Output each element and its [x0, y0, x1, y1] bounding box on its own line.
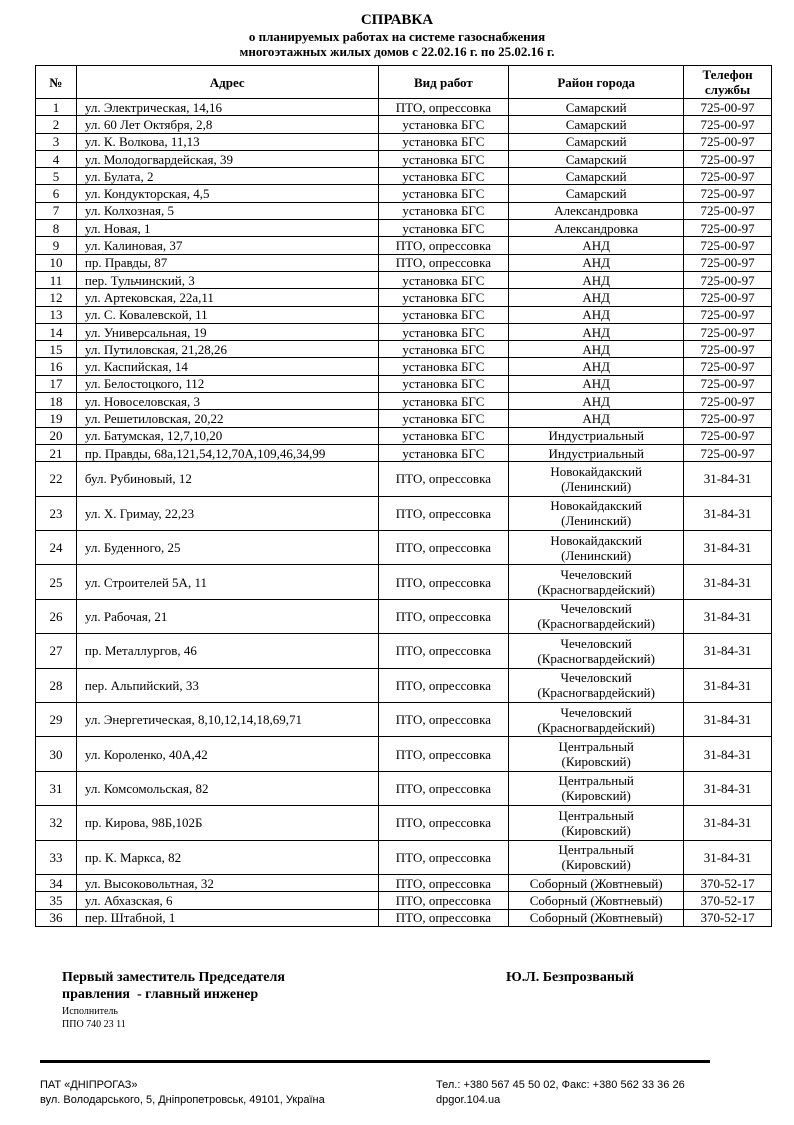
- row-address: ул. К. Волкова, 11,13: [76, 133, 378, 150]
- row-number: 29: [36, 702, 77, 736]
- row-work-type: ПТО, опрессовка: [378, 531, 509, 565]
- row-address: ул. Новая, 1: [76, 220, 378, 237]
- row-number: 22: [36, 462, 77, 496]
- row-work-type: установка БГС: [378, 323, 509, 340]
- row-phone: 725-00-97: [684, 427, 772, 444]
- row-address: ул. Решетиловская, 20,22: [76, 410, 378, 427]
- footer-phones: Тел.: +380 567 45 50 02, Факс: +380 562 33 36 26: [436, 1079, 685, 1091]
- row-number: 17: [36, 375, 77, 392]
- row-work-type: установка БГС: [378, 116, 509, 133]
- row-district: Самарский: [509, 133, 684, 150]
- row-number: 5: [36, 168, 77, 185]
- row-district: Александровка: [509, 220, 684, 237]
- row-district: Самарский: [509, 116, 684, 133]
- table-row: [36, 185, 772, 202]
- table-row: [36, 444, 772, 461]
- row-phone: 725-00-97: [684, 393, 772, 410]
- row-district: АНД: [509, 323, 684, 340]
- row-work-type: установка БГС: [378, 341, 509, 358]
- row-address: ул. 60 Лет Октября, 2,8: [76, 116, 378, 133]
- header-number: №: [36, 66, 77, 99]
- row-number: 31: [36, 771, 77, 805]
- row-work-type: ПТО, опрессовка: [378, 237, 509, 254]
- row-district: Индустриальный: [509, 427, 684, 444]
- row-address: ул. Белостоцкого, 112: [76, 375, 378, 392]
- row-work-type: установка БГС: [378, 220, 509, 237]
- header-work-type: Вид работ: [378, 66, 509, 99]
- row-district: АНД: [509, 358, 684, 375]
- row-district: Соборный (Жовтневый): [509, 909, 684, 926]
- row-phone: 725-00-97: [684, 375, 772, 392]
- row-phone: 725-00-97: [684, 289, 772, 306]
- row-address: пр. Правды, 87: [76, 254, 378, 271]
- signer-position-line2: правления - главный инженер: [62, 987, 259, 1002]
- row-phone: 725-00-97: [684, 306, 772, 323]
- table-row: [36, 323, 772, 340]
- row-phone: 725-00-97: [684, 341, 772, 358]
- row-district: АНД: [509, 289, 684, 306]
- row-phone: 31-84-31: [684, 771, 772, 805]
- row-district: Новокайдакский (Ленинский): [509, 531, 684, 565]
- row-phone: 370-52-17: [684, 892, 772, 909]
- row-address: ул. Короленко, 40А,42: [76, 737, 378, 771]
- row-work-type: установка БГС: [378, 410, 509, 427]
- row-number: 15: [36, 341, 77, 358]
- table-row: [36, 254, 772, 271]
- row-phone: 725-00-97: [684, 220, 772, 237]
- row-work-type: установка БГС: [378, 444, 509, 461]
- row-number: 18: [36, 393, 77, 410]
- row-phone: 370-52-17: [684, 874, 772, 891]
- row-phone: 725-00-97: [684, 410, 772, 427]
- row-work-type: ПТО, опрессовка: [378, 702, 509, 736]
- row-address: ул. С. Ковалевской, 11: [76, 306, 378, 323]
- signer-name: Ю.Л. Безпрозваный: [506, 970, 634, 985]
- row-number: 32: [36, 806, 77, 840]
- row-district: АНД: [509, 254, 684, 271]
- row-phone: 725-00-97: [684, 185, 772, 202]
- row-work-type: установка БГС: [378, 427, 509, 444]
- table-row: [36, 202, 772, 219]
- row-number: 7: [36, 202, 77, 219]
- row-phone: 31-84-31: [684, 668, 772, 702]
- header-district: Район города: [509, 66, 684, 99]
- row-number: 20: [36, 427, 77, 444]
- row-district: Самарский: [509, 168, 684, 185]
- row-number: 2: [36, 116, 77, 133]
- row-number: 14: [36, 323, 77, 340]
- row-number: 9: [36, 237, 77, 254]
- row-work-type: ПТО, опрессовка: [378, 892, 509, 909]
- header-phone: Телефон службы: [684, 66, 772, 99]
- table-row: [36, 410, 772, 427]
- row-number: 27: [36, 634, 77, 668]
- table-row: [36, 271, 772, 288]
- row-work-type: ПТО, опрессовка: [378, 254, 509, 271]
- executor-block: [62, 1005, 126, 1031]
- row-phone: 31-84-31: [684, 462, 772, 496]
- row-work-type: ПТО, опрессовка: [378, 496, 509, 530]
- table-row: [36, 806, 772, 840]
- row-address: ул. Колхозная, 5: [76, 202, 378, 219]
- row-address: пер. Тульчинский, 3: [76, 271, 378, 288]
- row-number: 34: [36, 874, 77, 891]
- table-row: [36, 375, 772, 392]
- title-subheading: о планируемых работах на системе газоснабжения: [248, 29, 546, 44]
- row-phone: 31-84-31: [684, 737, 772, 771]
- row-number: 24: [36, 531, 77, 565]
- footer-website[interactable]: dpgor.104.ua: [436, 1094, 501, 1106]
- row-phone: 725-00-97: [684, 168, 772, 185]
- row-phone: 725-00-97: [684, 358, 772, 375]
- table-row: [36, 771, 772, 805]
- row-address: пр. Металлургов, 46: [76, 634, 378, 668]
- row-work-type: ПТО, опрессовка: [378, 599, 509, 633]
- row-work-type: ПТО, опрессовка: [378, 840, 509, 874]
- row-district: АНД: [509, 306, 684, 323]
- table-row: [36, 737, 772, 771]
- row-work-type: ПТО, опрессовка: [378, 806, 509, 840]
- row-address: ул. Универсальная, 19: [76, 323, 378, 340]
- row-district: Индустриальный: [509, 444, 684, 461]
- row-phone: 31-84-31: [684, 634, 772, 668]
- row-district: Чечеловский (Красногвардейский): [509, 668, 684, 702]
- row-address: пр. Правды, 68а,121,54,12,70А,109,46,34,99: [76, 444, 378, 461]
- row-address: ул. Молодогвардейская, 39: [76, 150, 378, 167]
- row-number: 36: [36, 909, 77, 926]
- row-district: Центральный (Кировский): [509, 771, 684, 805]
- row-number: 10: [36, 254, 77, 271]
- row-address: ул. Электрическая, 14,16: [76, 99, 378, 116]
- row-work-type: ПТО, опрессовка: [378, 771, 509, 805]
- row-address: ул. Абхазская, 6: [76, 892, 378, 909]
- row-address: ул. Артековская, 22а,11: [76, 289, 378, 306]
- row-phone: 725-00-97: [684, 323, 772, 340]
- row-phone: 31-84-31: [684, 806, 772, 840]
- row-number: 6: [36, 185, 77, 202]
- row-number: 8: [36, 220, 77, 237]
- table-row: [36, 289, 772, 306]
- footer-company-block: [40, 1078, 325, 1108]
- row-address: ул. Высоковольтная, 32: [76, 874, 378, 891]
- row-phone: 31-84-31: [684, 496, 772, 530]
- row-district: Центральный (Кировский): [509, 840, 684, 874]
- row-phone: 725-00-97: [684, 99, 772, 116]
- table-row: [36, 599, 772, 633]
- table-row: [36, 99, 772, 116]
- row-work-type: установка БГС: [378, 289, 509, 306]
- row-district: АНД: [509, 393, 684, 410]
- row-phone: 31-84-31: [684, 599, 772, 633]
- row-phone: 725-00-97: [684, 271, 772, 288]
- title-period: многоэтажных жилых домов с 22.02.16 г. по 25.02.16 г.: [239, 44, 555, 59]
- row-number: 19: [36, 410, 77, 427]
- table-row: [36, 358, 772, 375]
- row-address: ул. Калиновая, 37: [76, 237, 378, 254]
- row-phone: 725-00-97: [684, 237, 772, 254]
- footer-address: вул. Володарського, 5, Дніпропетровськ, 49101, Україна: [40, 1094, 325, 1106]
- row-district: АНД: [509, 271, 684, 288]
- row-number: 26: [36, 599, 77, 633]
- table-row: [36, 306, 772, 323]
- row-work-type: ПТО, опрессовка: [378, 462, 509, 496]
- title-heading: СПРАВКА: [360, 12, 434, 28]
- row-work-type: ПТО, опрессовка: [378, 565, 509, 599]
- row-district: Соборный (Жовтневый): [509, 892, 684, 909]
- row-number: 13: [36, 306, 77, 323]
- table-row: [36, 840, 772, 874]
- row-work-type: установка БГС: [378, 358, 509, 375]
- table-row: [36, 531, 772, 565]
- row-district: Самарский: [509, 99, 684, 116]
- row-address: ул. Буденного, 25: [76, 531, 378, 565]
- footer-divider: [40, 1060, 710, 1063]
- row-district: Чечеловский (Красногвардейский): [509, 599, 684, 633]
- document-title: [0, 12, 794, 59]
- row-work-type: установка БГС: [378, 306, 509, 323]
- table-row: [36, 874, 772, 891]
- table-row: [36, 150, 772, 167]
- row-district: АНД: [509, 341, 684, 358]
- row-work-type: ПТО, опрессовка: [378, 874, 509, 891]
- row-work-type: установка БГС: [378, 393, 509, 410]
- row-address: ул. Х. Гримау, 22,23: [76, 496, 378, 530]
- row-address: ул. Батумская, 12,7,10,20: [76, 427, 378, 444]
- row-district: Чечеловский (Красногвардейский): [509, 702, 684, 736]
- row-phone: 725-00-97: [684, 202, 772, 219]
- row-address: ул. Строителей 5А, 11: [76, 565, 378, 599]
- row-district: Самарский: [509, 150, 684, 167]
- row-work-type: установка БГС: [378, 185, 509, 202]
- header-address: Адрес: [76, 66, 378, 99]
- row-work-type: ПТО, опрессовка: [378, 909, 509, 926]
- row-number: 28: [36, 668, 77, 702]
- row-work-type: установка БГС: [378, 375, 509, 392]
- table-row: [36, 133, 772, 150]
- row-district: Центральный (Кировский): [509, 806, 684, 840]
- row-district: АНД: [509, 375, 684, 392]
- row-address: ул. Кондукторская, 4,5: [76, 185, 378, 202]
- row-phone: 31-84-31: [684, 702, 772, 736]
- row-phone: 725-00-97: [684, 444, 772, 461]
- executor-phone: ППО 740 23 11: [62, 1019, 126, 1030]
- row-phone: 725-00-97: [684, 116, 772, 133]
- row-address: ул. Каспийская, 14: [76, 358, 378, 375]
- row-address: пр. К. Маркса, 82: [76, 840, 378, 874]
- works-table: [35, 65, 772, 927]
- row-district: Чечеловский (Красногвардейский): [509, 634, 684, 668]
- row-district: АНД: [509, 410, 684, 427]
- table-row: [36, 702, 772, 736]
- table-row: [36, 909, 772, 926]
- row-phone: 725-00-97: [684, 254, 772, 271]
- row-work-type: установка БГС: [378, 271, 509, 288]
- row-work-type: установка БГС: [378, 202, 509, 219]
- row-district: Александровка: [509, 202, 684, 219]
- table-row: [36, 634, 772, 668]
- table-row: [36, 116, 772, 133]
- row-number: 1: [36, 99, 77, 116]
- row-phone: 31-84-31: [684, 840, 772, 874]
- row-phone: 31-84-31: [684, 531, 772, 565]
- table-row: [36, 237, 772, 254]
- row-number: 33: [36, 840, 77, 874]
- row-number: 3: [36, 133, 77, 150]
- signer-position: [62, 969, 285, 1003]
- row-district: Чечеловский (Красногвардейский): [509, 565, 684, 599]
- table-row: [36, 668, 772, 702]
- row-district: Самарский: [509, 185, 684, 202]
- row-work-type: ПТО, опрессовка: [378, 668, 509, 702]
- table-row: [36, 168, 772, 185]
- row-work-type: установка БГС: [378, 168, 509, 185]
- row-number: 12: [36, 289, 77, 306]
- table-row: [36, 496, 772, 530]
- row-address: ул. Путиловская, 21,28,26: [76, 341, 378, 358]
- row-district: Соборный (Жовтневый): [509, 874, 684, 891]
- row-number: 35: [36, 892, 77, 909]
- row-address: пр. Кирова, 98Б,102Б: [76, 806, 378, 840]
- row-work-type: ПТО, опрессовка: [378, 737, 509, 771]
- executor-label: Исполнитель: [62, 1006, 118, 1017]
- row-address: ул. Рабочая, 21: [76, 599, 378, 633]
- row-number: 25: [36, 565, 77, 599]
- row-address: ул. Комсомольская, 82: [76, 771, 378, 805]
- row-district: Новокайдакский (Ленинский): [509, 462, 684, 496]
- row-district: Центральный (Кировский): [509, 737, 684, 771]
- table-row: [36, 220, 772, 237]
- row-phone: 725-00-97: [684, 133, 772, 150]
- table-row: [36, 565, 772, 599]
- footer-contact-block: [436, 1078, 685, 1108]
- row-number: 11: [36, 271, 77, 288]
- row-address: ул. Новоселовская, 3: [76, 393, 378, 410]
- row-address: пер. Штабной, 1: [76, 909, 378, 926]
- signer-position-line1: Первый заместитель Председателя: [62, 970, 285, 985]
- row-address: ул. Булата, 2: [76, 168, 378, 185]
- row-work-type: установка БГС: [378, 150, 509, 167]
- table-header-row: [36, 66, 772, 99]
- row-number: 30: [36, 737, 77, 771]
- table-row: [36, 427, 772, 444]
- row-number: 16: [36, 358, 77, 375]
- footer-company: ПАТ «ДНІПРОГАЗ»: [40, 1079, 138, 1091]
- row-number: 23: [36, 496, 77, 530]
- table-row: [36, 892, 772, 909]
- row-work-type: установка БГС: [378, 133, 509, 150]
- row-number: 4: [36, 150, 77, 167]
- table-row: [36, 341, 772, 358]
- row-number: 21: [36, 444, 77, 461]
- table-row: [36, 462, 772, 496]
- row-work-type: ПТО, опрессовка: [378, 634, 509, 668]
- row-phone: 725-00-97: [684, 150, 772, 167]
- row-phone: 370-52-17: [684, 909, 772, 926]
- row-address: ул. Энергетическая, 8,10,12,14,18,69,71: [76, 702, 378, 736]
- row-phone: 31-84-31: [684, 565, 772, 599]
- row-work-type: ПТО, опрессовка: [378, 99, 509, 116]
- row-address: бул. Рубиновый, 12: [76, 462, 378, 496]
- row-address: пер. Альпийский, 33: [76, 668, 378, 702]
- row-district: Новокайдакский (Ленинский): [509, 496, 684, 530]
- table-row: [36, 393, 772, 410]
- row-district: АНД: [509, 237, 684, 254]
